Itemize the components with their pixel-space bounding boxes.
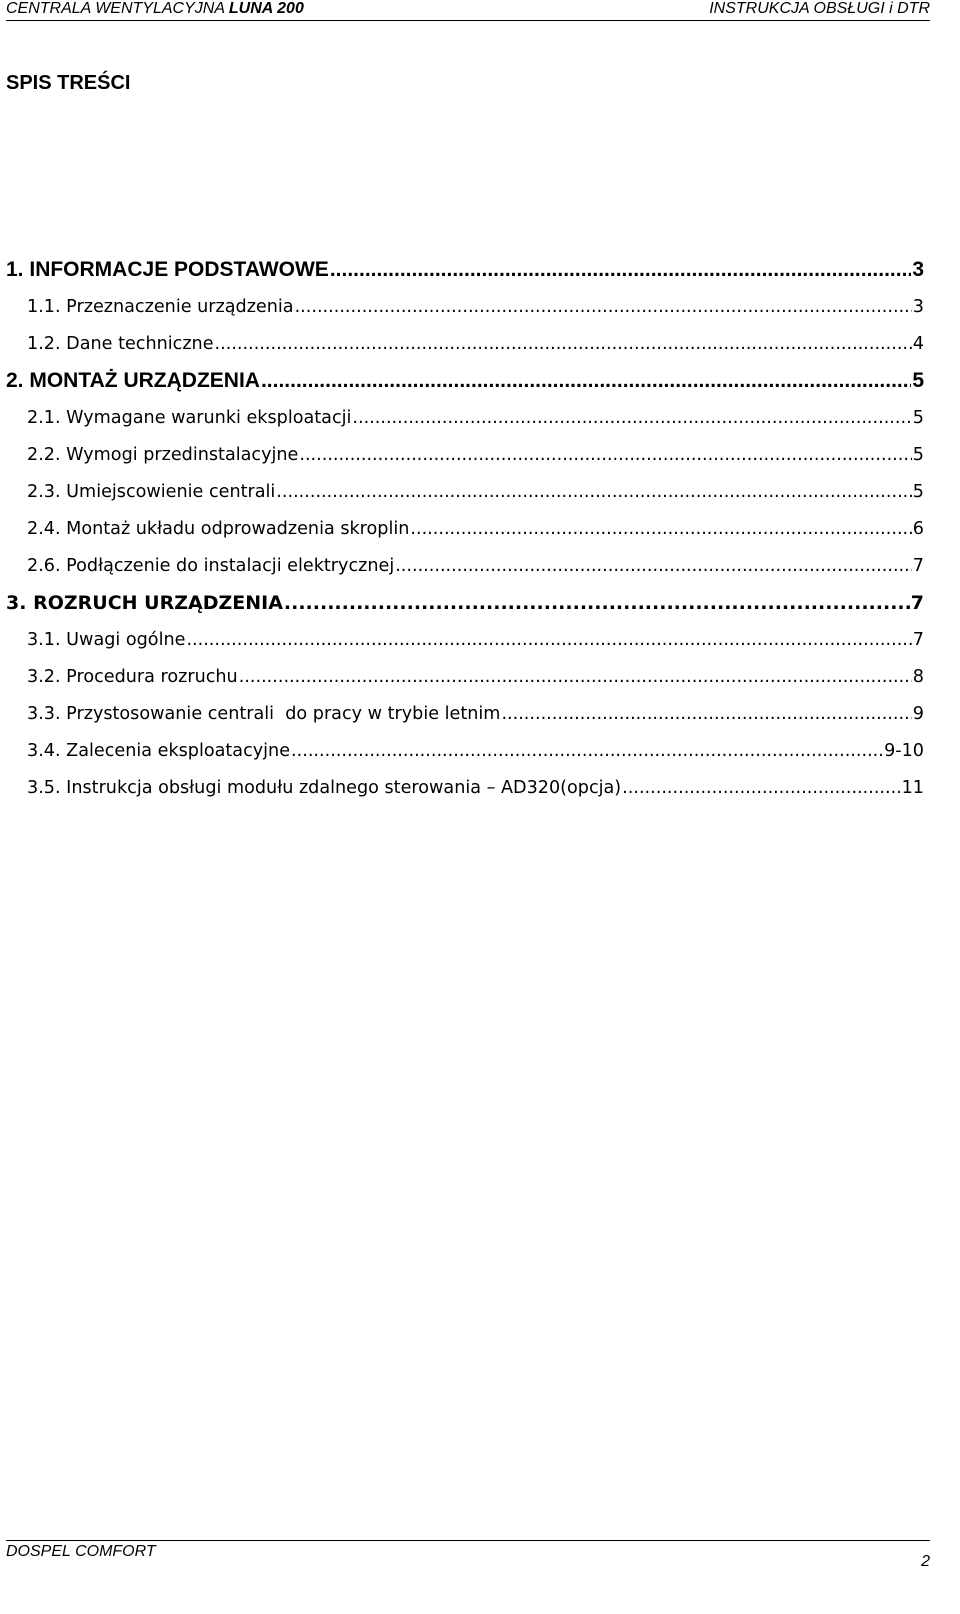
toc-entry-page: 5 [912,408,924,428]
toc-entry-number: 2.4. [27,519,61,539]
toc-entry-3-3[interactable] [6,699,924,736]
toc-entry-title: Dane techniczne [66,334,214,354]
toc-entry-number: 2.6. [27,556,61,576]
header-document-title [6,0,304,18]
toc-entry-page: 4 [912,334,924,354]
toc-entry-3-4[interactable] [6,736,924,773]
toc-entry-page: 8 [912,667,924,687]
toc-entry-number: 3. [6,592,27,614]
toc-entry-title: ROZRUCH URZĄDZENIA [33,592,283,614]
toc-leader [622,773,900,803]
toc-entry-1-2[interactable] [6,329,924,366]
toc-entry-page: 9 [912,704,924,724]
toc-entry-number: 3.3. [27,704,61,724]
toc-entry-title: Wymogi przedinstalacyjne [66,445,299,465]
table-of-contents [6,255,924,810]
toc-entry-title: Przystosowanie centrali do pracy w trybie letnim [66,704,501,724]
toc-entry-title: Przeznaczenie urządzenia [66,297,294,317]
toc-entry-title: INFORMACJE PODSTAWOWE [29,258,329,281]
toc-entry-number: 2.3. [27,482,61,502]
toc-entry-2-1[interactable] [6,403,924,440]
toc-entry-3-5[interactable] [6,773,924,810]
toc-entry-page: 5 [912,445,924,465]
toc-leader [239,662,912,692]
toc-entry-1[interactable] [6,255,924,292]
toc-leader [352,403,911,433]
toc-entry-3-2[interactable] [6,662,924,699]
toc-entry-title: Procedura rozruchu [66,667,238,687]
toc-entry-2-6[interactable] [6,551,924,588]
toc-entry-3-1[interactable] [6,625,924,662]
toc-entry-number: 2.2. [27,445,61,465]
toc-entry-number: 3.5. [27,778,61,798]
toc-entry-title: Uwagi ogólne [66,630,186,650]
toc-entry-title: Zalecenia eksploatacyjne [66,741,291,761]
toc-entry-number: 2.1. [27,408,61,428]
toc-entry-title: MONTAŻ URZĄDZENIA [29,369,260,392]
toc-entry-1-1[interactable] [6,292,924,329]
toc-entry-number: 3.1. [27,630,61,650]
page-footer [6,1540,930,1581]
toc-entry-2-3[interactable] [6,477,924,514]
toc-entry-page: 3 [912,297,924,317]
toc-leader [291,736,883,766]
toc-leader [215,329,912,359]
toc-entry-page: 11 [901,778,924,798]
toc-entry-title: Wymagane warunki eksploatacji [66,408,352,428]
header-manual-title: INSTRUKCJA OBSŁUGI i DTR [709,0,930,17]
toc-entry-title: Montaż układu odprowadzenia skroplin [66,519,410,539]
toc-leader [330,255,912,285]
toc-entry-page: 7 [912,630,924,650]
toc-entry-2-2[interactable] [6,440,924,477]
toc-leader [261,366,911,396]
toc-leader [410,514,911,544]
toc-leader [299,440,911,470]
toc-entry-2-4[interactable] [6,514,924,551]
toc-entry-page: 7 [912,556,924,576]
toc-leader [501,699,911,729]
toc-leader [284,588,910,618]
toc-entry-3[interactable] [6,588,924,625]
toc-entry-number: 3.4. [27,741,61,761]
toc-leader [295,292,912,322]
header-product-line: CENTRALA WENTYLACYJNA [6,0,225,17]
toc-entry-page: 7 [910,592,924,614]
toc-entry-page: 5 [912,482,924,502]
toc-entry-2[interactable] [6,366,924,403]
page-header [6,0,930,21]
toc-entry-page: 3 [912,258,924,281]
toc-entry-page: 5 [912,369,924,392]
toc-heading: SPIS TREŚCI [6,72,131,94]
footer-company: DOSPEL COMFORT [6,1543,156,1560]
toc-entry-number: 1.1. [27,297,61,317]
header-model: LUNA 200 [228,0,304,17]
toc-leader [186,625,911,655]
toc-entry-title: Instrukcja obsługi modułu zdalnego sterowania – AD320(opcja) [66,778,622,798]
toc-entry-number: 2. [6,369,24,392]
toc-entry-number: 3.2. [27,667,61,687]
toc-entry-page: 9-10 [884,741,924,761]
page-number: 2 [921,1553,930,1570]
toc-entry-number: 1.2. [27,334,61,354]
toc-leader [395,551,912,581]
toc-entry-page: 6 [912,519,924,539]
toc-leader [276,477,912,507]
toc-entry-title: Umiejscowienie centrali [66,482,276,502]
toc-entry-title: Podłączenie do instalacji elektrycznej [66,556,395,576]
toc-entry-number: 1. [6,258,24,281]
